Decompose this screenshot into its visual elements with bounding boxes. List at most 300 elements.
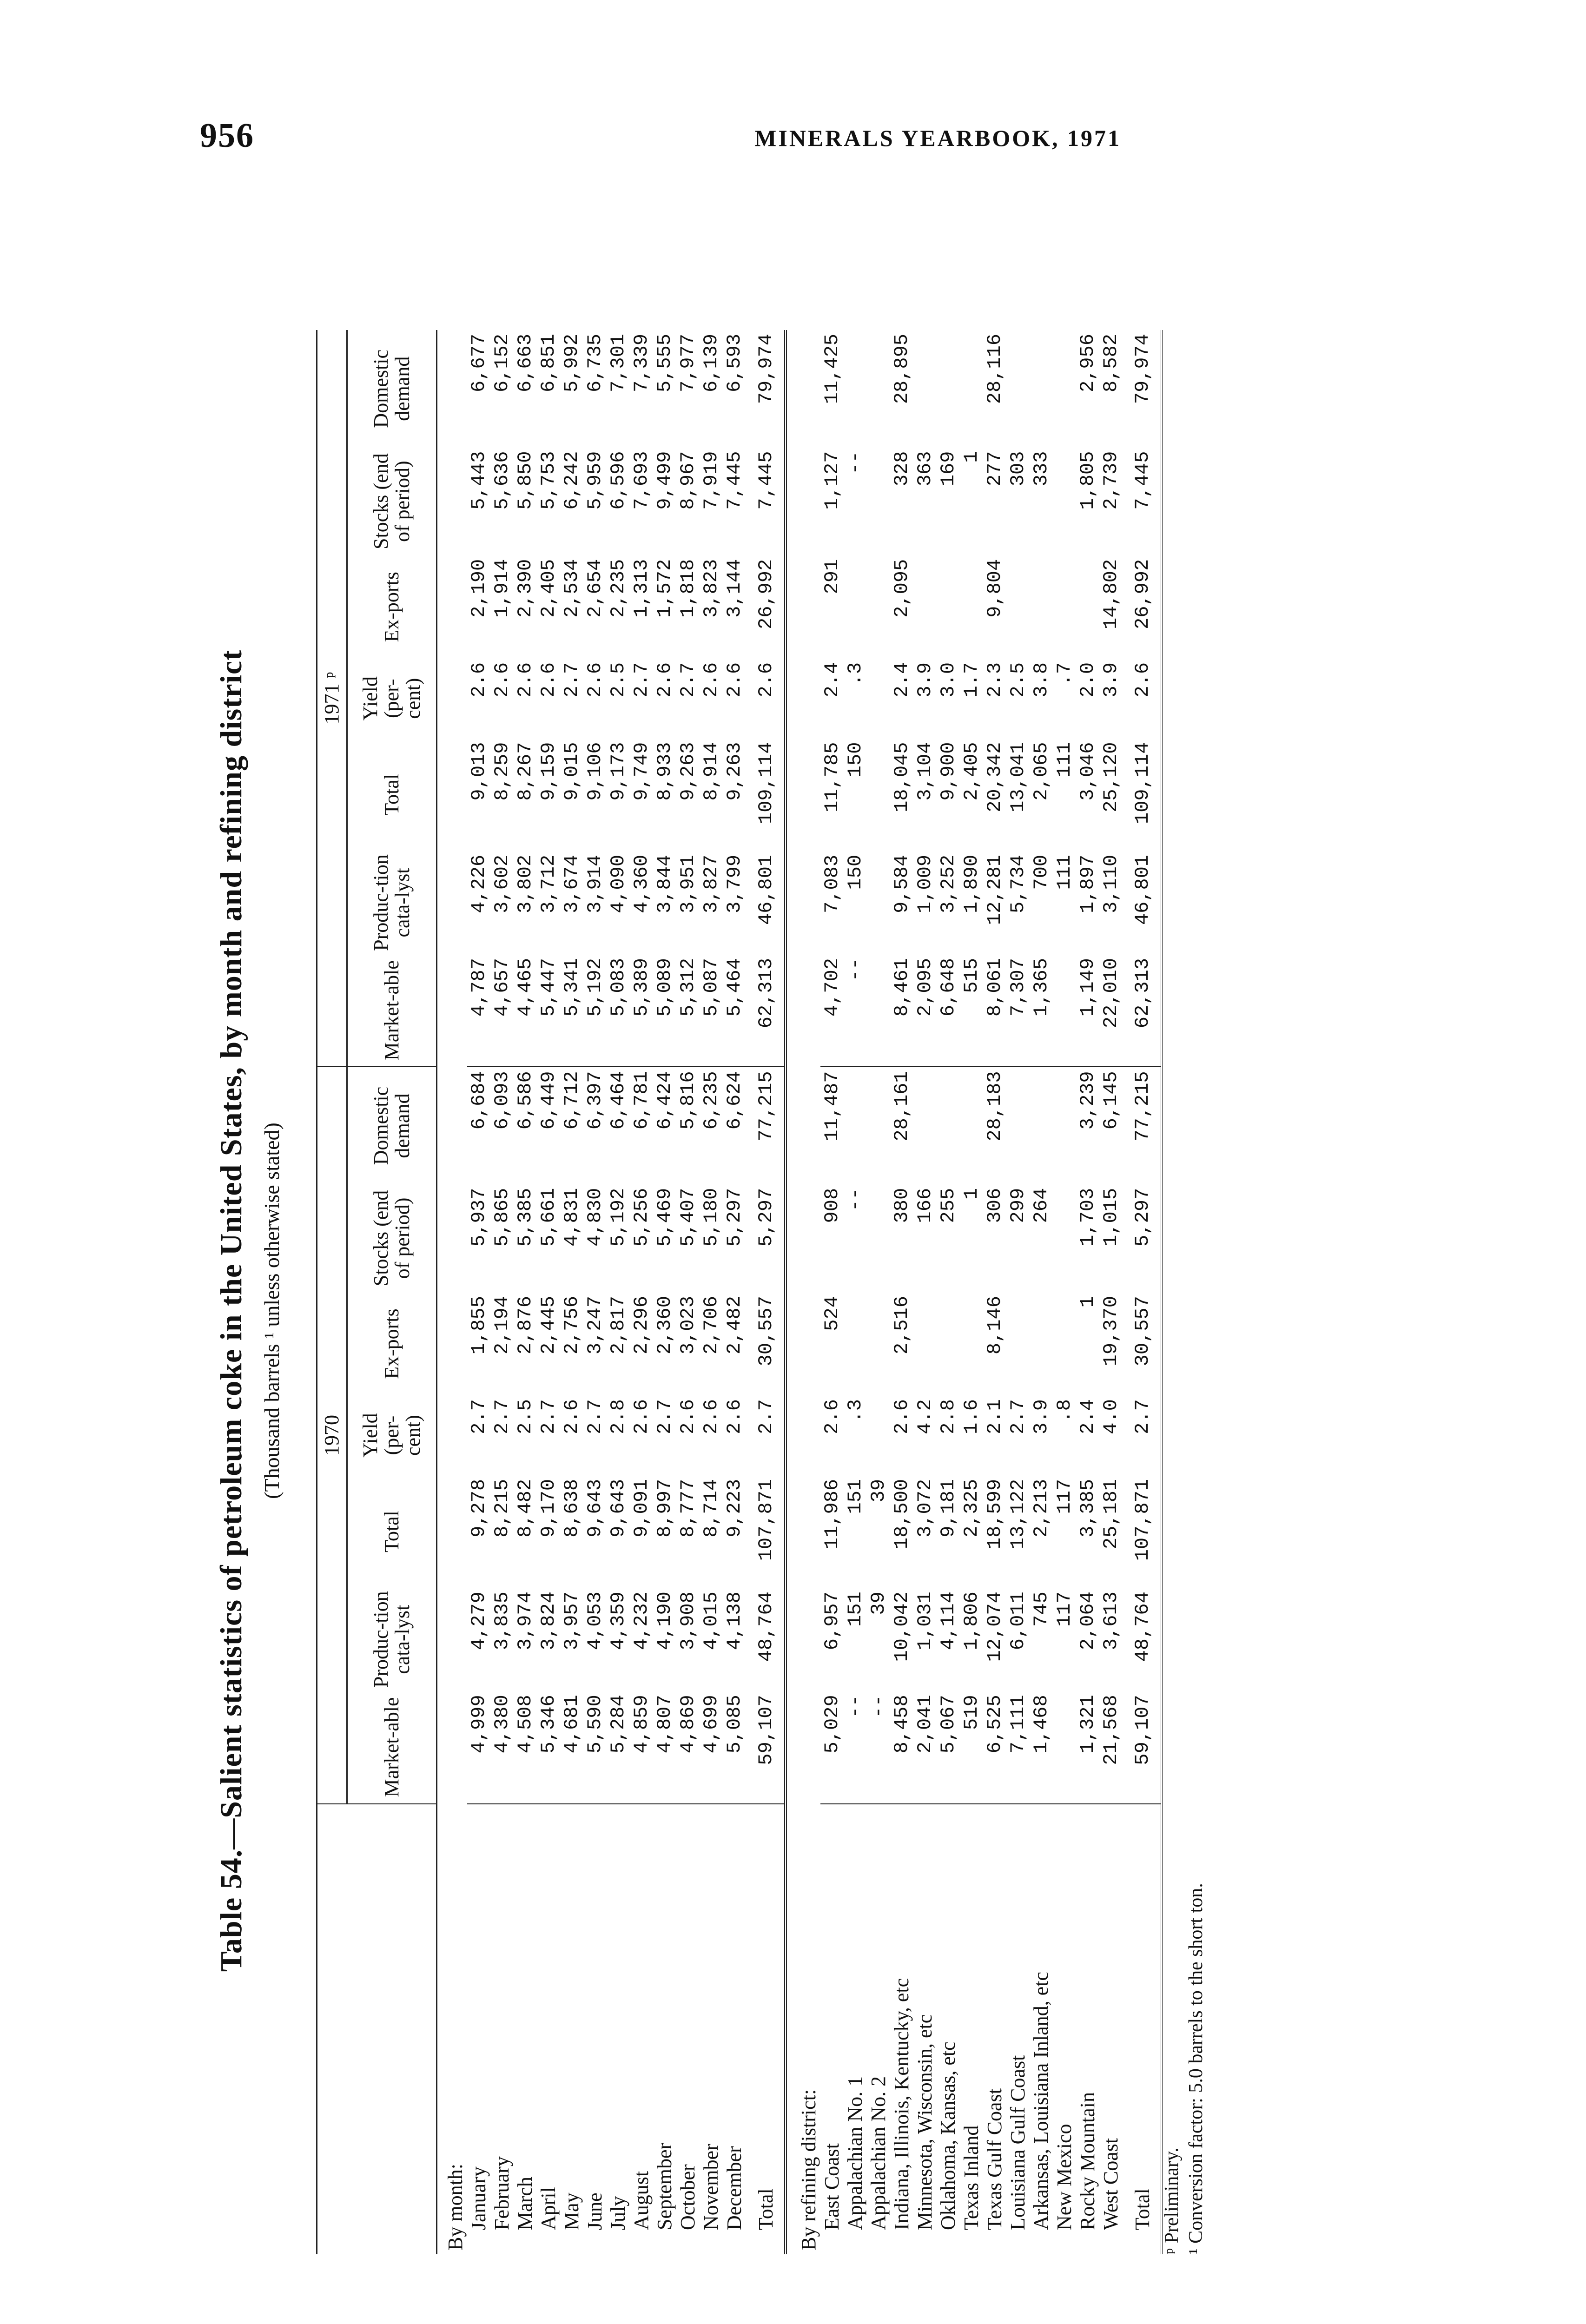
cell-y1971: 4,657 (490, 954, 514, 1067)
cell-y1971: 8,914 (700, 742, 722, 801)
cell-y1970: 9,643 (607, 1479, 629, 1538)
cell-y1971: 3.9 (1100, 662, 1122, 698)
cell-y1970: 1,031 (914, 1591, 936, 1651)
cell-y1970: 2.4 (1077, 1399, 1099, 1434)
row-label: Appalachian No. 1 (844, 2076, 866, 2230)
cell-y1971: 4,787 (467, 954, 490, 1067)
petroleum-coke-table (316, 330, 1163, 2254)
cell-y1971: 3,252 (937, 854, 959, 913)
cell-y1970: 11,487 (821, 1071, 843, 1142)
cell-y1971: 515 (960, 954, 983, 1067)
row-label: March (514, 2177, 536, 2230)
section-label: By month: (444, 2163, 467, 2251)
cell-y1971: 2,390 (514, 559, 536, 618)
cell-y1970: 12,074 (984, 1591, 1006, 1662)
cell-y1971: 2.6 (1123, 659, 1162, 739)
cell-y1970 (1030, 1067, 1053, 1184)
column-header: Stocks (end of period) (370, 453, 414, 549)
cell-y1971: 2.6 (584, 662, 606, 698)
cell-y1970: 519 (960, 1691, 983, 1803)
cell-y1970: 2,876 (514, 1296, 536, 1355)
cell-y1971: 2.5 (607, 662, 629, 698)
cell-y1971 (844, 330, 867, 448)
cell-y1971: 2.6 (755, 662, 777, 698)
cell-y1971: 2,739 (1100, 451, 1122, 510)
cell-y1971: 3,674 (561, 854, 583, 913)
table-row (723, 330, 746, 2254)
cell-y1971: 150 (844, 854, 866, 890)
cell-y1970: 2,482 (723, 1296, 746, 1355)
cell-y1971: 2.0 (1077, 662, 1099, 698)
cell-y1971: 2.7 (561, 662, 583, 698)
cell-y1971: 3,799 (723, 854, 746, 913)
cell-y1970: 5,297 (1123, 1184, 1162, 1292)
cell-y1970 (960, 1067, 983, 1184)
table-row (583, 330, 607, 2254)
cell-y1971: 2,095 (891, 559, 913, 618)
cell-y1970: 1,855 (468, 1296, 490, 1355)
cell-y1970: 264 (1030, 1188, 1052, 1223)
cell-y1970: -- (844, 1188, 866, 1212)
cell-y1971: 3,823 (700, 559, 722, 618)
cell-y1970: 9,091 (630, 1479, 653, 1538)
cell-y1971: 3,712 (537, 854, 560, 913)
cell-y1970: 5,865 (491, 1188, 513, 1247)
cell-y1970 (867, 1395, 890, 1475)
cell-y1971: .3 (844, 662, 866, 686)
cell-y1970: 9,170 (537, 1479, 560, 1538)
row-label: West Coast (1099, 2138, 1122, 2230)
cell-y1971: 2,235 (607, 559, 629, 618)
cell-y1971 (844, 555, 867, 659)
district-total-row (1123, 330, 1162, 2254)
cell-y1970: 3,835 (491, 1591, 513, 1651)
cell-y1971: 3,104 (914, 742, 936, 801)
cell-y1970: 2.7 (1007, 1399, 1029, 1434)
table-row (490, 330, 514, 2254)
cell-y1970: 4,807 (653, 1691, 676, 1803)
cell-y1970 (960, 1292, 983, 1395)
cell-y1970: 10,042 (891, 1591, 913, 1662)
cell-y1971: 3.8 (1030, 662, 1052, 698)
table-row (467, 330, 490, 2254)
cell-y1971: 6,242 (561, 451, 583, 510)
cell-y1971: 6,735 (584, 334, 606, 393)
cell-y1971 (1053, 555, 1076, 659)
cell-y1971: 2.6 (514, 662, 536, 698)
cell-y1971: 7,445 (1123, 448, 1162, 555)
table-row (844, 330, 867, 2254)
cell-y1971 (1006, 330, 1030, 448)
cell-y1970: 2.8 (607, 1399, 629, 1434)
cell-y1971: 22,010 (1099, 954, 1123, 1067)
cell-y1970: .3 (844, 1399, 866, 1423)
cell-y1970: 8,997 (654, 1479, 676, 1538)
cell-y1971: 9,804 (984, 559, 1006, 618)
cell-y1970: 2.1 (984, 1399, 1006, 1434)
cell-y1970: 3,908 (677, 1591, 699, 1651)
cell-y1971: 2.6 (700, 662, 722, 698)
cell-y1970: 9,643 (584, 1479, 606, 1538)
section-by-month (437, 330, 468, 2254)
cell-y1970: 5,590 (583, 1691, 607, 1803)
cell-y1970: 1,468 (1030, 1691, 1053, 1803)
cell-y1971: 5,083 (607, 954, 630, 1067)
row-label: October (676, 2164, 699, 2230)
cell-y1970: -- (844, 1691, 867, 1803)
cell-y1971: 3,844 (654, 854, 676, 913)
cell-y1971: 1,149 (1076, 954, 1099, 1067)
cell-y1971: 5,089 (653, 954, 676, 1067)
cell-y1971: 2.7 (677, 662, 699, 698)
row-label: New Mexico (1053, 2124, 1076, 2230)
row-label: Minnesota, Wisconsin, etc (913, 2014, 936, 2230)
cell-y1971 (1053, 330, 1076, 448)
cell-y1971: 62,313 (1123, 954, 1162, 1067)
cell-y1971: 111 (1053, 854, 1076, 890)
cell-y1970: 6,586 (514, 1071, 536, 1130)
footnote-preliminary: ᵖ Preliminary. (1161, 2147, 1183, 2254)
cell-y1970: 151 (844, 1591, 866, 1627)
cell-y1970: 3,613 (1100, 1591, 1122, 1651)
cell-y1970: 2,041 (913, 1691, 937, 1803)
cell-y1971: 4,360 (630, 854, 653, 913)
row-label: July (607, 2196, 629, 2230)
cell-y1971: 3,827 (700, 854, 722, 913)
cell-y1971 (867, 851, 890, 954)
cell-y1971: 7,693 (630, 451, 653, 510)
cell-y1970: 4,859 (630, 1691, 653, 1803)
cell-y1971: 79,974 (1123, 330, 1162, 448)
cell-y1970: 524 (821, 1296, 843, 1331)
cell-y1970 (937, 1292, 960, 1395)
row-label: Texas Inland (960, 2125, 983, 2230)
cell-y1970 (913, 1067, 937, 1184)
cell-y1970: 5,085 (723, 1691, 746, 1803)
cell-y1970: 1,806 (960, 1591, 983, 1651)
cell-y1971: 9,900 (937, 742, 959, 801)
cell-y1970: 6,093 (491, 1071, 513, 1130)
cell-y1971: 2.6 (723, 662, 746, 698)
cell-y1971: 9,499 (654, 451, 676, 510)
cell-y1971: 3,951 (677, 854, 699, 913)
cell-y1970: 6,235 (700, 1071, 722, 1130)
cell-y1970: 4,114 (937, 1591, 959, 1651)
cell-y1971: 13,041 (1007, 742, 1029, 812)
column-header: Market-able (347, 1691, 437, 1803)
row-label: East Coast (820, 2143, 843, 2230)
cell-y1971: 5,555 (654, 334, 676, 393)
cell-y1971: 7,445 (723, 451, 746, 510)
table-row (676, 330, 700, 2254)
cell-y1971: 46,801 (755, 854, 777, 925)
cell-y1971: 2.6 (654, 662, 676, 698)
table-row (537, 330, 560, 2254)
cell-y1971: 8,967 (677, 451, 699, 510)
cell-y1971: 1,313 (630, 559, 653, 618)
cell-y1970: 4,999 (467, 1691, 490, 1803)
cell-y1970: 4,380 (490, 1691, 514, 1803)
column-header: Ex-ports (380, 1308, 403, 1379)
cell-y1970: 107,871 (755, 1479, 777, 1561)
cell-y1970: 2,756 (561, 1296, 583, 1355)
cell-y1970: 59,107 (1123, 1691, 1162, 1803)
cell-y1971: 3,110 (1100, 854, 1122, 913)
row-label: Louisiana Gulf Coast (1006, 2055, 1029, 2230)
column-header: Produc-tion cata-lyst (370, 1591, 414, 1688)
cell-y1971: 1,572 (654, 559, 676, 618)
page-number: 956 (200, 117, 254, 155)
cell-y1971 (867, 659, 890, 739)
cell-y1970: 5,816 (677, 1071, 699, 1130)
cell-y1971: 9,013 (468, 742, 490, 801)
cell-y1970: 1.6 (960, 1399, 983, 1434)
footnote-conversion: ¹ Conversion factor: 5.0 barrels to the short ton. (1185, 1883, 1207, 2254)
cell-y1971: 5,959 (584, 451, 606, 510)
cell-y1970: 48,764 (755, 1591, 777, 1662)
cell-y1971: 9,263 (723, 742, 746, 801)
table-row (1076, 330, 1099, 2254)
cell-y1971: 7,339 (630, 334, 653, 393)
cell-y1971: 2.4 (821, 662, 843, 698)
cell-y1971: 277 (984, 451, 1006, 487)
cell-y1971 (867, 954, 890, 1067)
row-label: Appalachian No. 2 (867, 2076, 890, 2230)
cell-y1970: 6,397 (584, 1071, 606, 1130)
cell-y1971: 5,850 (514, 451, 536, 510)
cell-y1970: 28,183 (984, 1071, 1006, 1142)
cell-y1971: 7,301 (607, 334, 629, 393)
cell-y1970: 6,449 (537, 1071, 560, 1130)
cell-y1971: 7,919 (700, 451, 722, 510)
cell-y1970: 4.0 (1100, 1399, 1122, 1434)
cell-y1971: 3.9 (914, 662, 936, 698)
cell-y1971: 2.3 (984, 662, 1006, 698)
cell-y1971: 6,663 (514, 334, 536, 393)
cell-y1970: -- (867, 1691, 890, 1803)
cell-y1970: 4,053 (584, 1591, 606, 1651)
row-label: November (700, 2144, 722, 2230)
cell-y1970: 3,824 (537, 1591, 560, 1651)
table-row (630, 330, 653, 2254)
cell-y1971: 333 (1030, 451, 1052, 487)
cell-y1971: 5,341 (560, 954, 583, 1067)
cell-y1970: 2.7 (584, 1399, 606, 1434)
cell-y1970: 5,067 (937, 1691, 960, 1803)
cell-y1970: 5,346 (537, 1691, 560, 1803)
cell-y1970: 5,297 (755, 1188, 777, 1247)
cell-y1970: 2.5 (514, 1399, 536, 1434)
cell-y1971: 8,267 (514, 742, 536, 801)
cell-y1971 (1030, 555, 1053, 659)
cell-y1971 (960, 330, 983, 448)
cell-y1971: 2,405 (537, 559, 560, 618)
cell-y1971: 9,106 (584, 742, 606, 801)
cell-y1970: 6,525 (983, 1691, 1006, 1803)
cell-y1971: 111 (1053, 742, 1076, 778)
cell-y1971: 1,897 (1077, 854, 1099, 913)
cell-y1970: 6,011 (1007, 1591, 1029, 1651)
cell-y1970: 2.6 (821, 1399, 843, 1434)
cell-y1970: 2.6 (700, 1399, 722, 1434)
cell-y1970: 4,508 (514, 1691, 537, 1803)
cell-y1971: 7,977 (677, 334, 699, 393)
cell-y1971: 291 (821, 559, 843, 594)
cell-y1970: 4,359 (607, 1591, 629, 1651)
cell-y1970: 19,370 (1100, 1296, 1122, 1367)
table-row (820, 330, 844, 2254)
cell-y1971: 20,342 (984, 742, 1006, 812)
footnotes (1160, 1883, 1208, 2254)
cell-y1970: 2,516 (891, 1296, 913, 1355)
cell-y1970: 9,223 (723, 1479, 746, 1538)
cell-y1971: 5,636 (491, 451, 513, 510)
cell-y1970: 28,161 (891, 1071, 913, 1142)
cell-y1971: 8,259 (491, 742, 513, 801)
cell-y1971: 5,389 (630, 954, 653, 1067)
cell-y1970: 2,360 (654, 1296, 676, 1355)
cell-y1970: 2.6 (561, 1399, 583, 1434)
stub-header (317, 1804, 437, 2254)
cell-y1970: 5,469 (654, 1188, 676, 1247)
year-header-1970: 1970 (317, 1067, 347, 1803)
cell-y1970: 77,215 (755, 1071, 777, 1142)
table-subtitle: (Thousand barrels ¹ unless otherwise stated) (260, 1122, 284, 1499)
cell-y1971: 9,263 (677, 742, 699, 801)
cell-y1971: 62,313 (746, 954, 786, 1067)
cell-y1971: 12,281 (984, 854, 1006, 925)
cell-y1971: 9,749 (630, 742, 653, 801)
cell-y1970: 6,464 (607, 1071, 629, 1130)
cell-y1971: 5,312 (676, 954, 700, 1067)
cell-y1971: 169 (937, 451, 959, 487)
cell-y1971 (867, 330, 890, 448)
cell-y1970: 2,296 (630, 1296, 653, 1355)
cell-y1971: 2,095 (913, 954, 937, 1067)
cell-y1970 (844, 1292, 867, 1395)
cell-y1971 (867, 555, 890, 659)
cell-y1971: 328 (891, 451, 913, 487)
cell-y1970: 3,957 (561, 1591, 583, 1651)
column-header: Produc-tion cata-lyst (370, 854, 414, 951)
cell-y1970: 2,445 (537, 1296, 560, 1355)
total-row (746, 330, 786, 2254)
cell-y1970: 3,385 (1077, 1479, 1099, 1538)
table-row (1030, 330, 1053, 2254)
cell-y1970: 380 (891, 1188, 913, 1223)
cell-y1970: 4,232 (630, 1591, 653, 1651)
cell-y1970: 39 (867, 1479, 890, 1503)
cell-y1970: 4,831 (561, 1188, 583, 1247)
cell-y1970: 5,180 (700, 1188, 722, 1247)
running-head: MINERALS YEARBOOK, 1971 (754, 125, 1121, 151)
table-row (983, 330, 1006, 2254)
table-body (437, 330, 1162, 2254)
cell-y1970 (1006, 1067, 1030, 1184)
cell-y1970: 77,215 (1123, 1067, 1162, 1184)
cell-y1970 (867, 1292, 890, 1395)
section-divider (786, 330, 791, 2254)
cell-y1971: 2,956 (1077, 334, 1099, 393)
cell-y1970: 6,624 (723, 1071, 746, 1130)
cell-y1970: 4,138 (723, 1591, 746, 1651)
cell-y1970: 1 (960, 1188, 983, 1200)
cell-y1970 (844, 1067, 867, 1184)
cell-y1970: 13,122 (1007, 1479, 1029, 1550)
cell-y1970: 166 (914, 1188, 936, 1223)
cell-y1971: 2.4 (891, 662, 913, 698)
cell-y1970: 2,194 (491, 1296, 513, 1355)
cell-y1970 (1053, 1292, 1076, 1395)
row-label: Rocky Mountain (1076, 2092, 1099, 2230)
cell-y1970 (1030, 1292, 1053, 1395)
cell-y1970 (867, 1184, 890, 1292)
cell-y1970: 5,256 (630, 1188, 653, 1247)
cell-y1970: 3.9 (1030, 1399, 1052, 1434)
cell-y1971: 4,702 (820, 954, 844, 1067)
cell-y1970 (937, 1067, 960, 1184)
cell-y1971: 3.0 (937, 662, 959, 698)
cell-y1971: 8,461 (890, 954, 913, 1067)
cell-y1970: 21,568 (1099, 1691, 1123, 1803)
cell-y1971: 1,890 (960, 854, 983, 913)
cell-y1971 (1006, 555, 1030, 659)
cell-y1971: 1,009 (914, 854, 936, 913)
cell-y1970: 2.6 (630, 1399, 653, 1434)
cell-y1971: 2,190 (468, 559, 490, 618)
table-row (1006, 330, 1030, 2254)
cell-y1970: 5,937 (468, 1188, 490, 1247)
cell-y1970: 151 (844, 1479, 866, 1514)
cell-y1971: 25,120 (1100, 742, 1122, 812)
cell-y1970: 6,712 (561, 1071, 583, 1130)
column-header: Domestic demand (370, 1086, 414, 1165)
cell-y1971: 9,584 (891, 854, 913, 913)
table-header (317, 330, 437, 2254)
section-label: By refining district: (797, 2089, 820, 2251)
cell-y1971: 1,914 (491, 559, 513, 618)
cell-y1970: 25,181 (1100, 1479, 1122, 1550)
cell-y1970: 3,974 (514, 1591, 536, 1651)
table-row (960, 330, 983, 2254)
cell-y1971: 18,045 (891, 742, 913, 812)
cell-y1971: 4,090 (607, 854, 629, 913)
cell-y1971: 3,802 (514, 854, 536, 913)
cell-y1970: 4,015 (700, 1591, 722, 1651)
cell-y1971: 1,818 (677, 559, 699, 618)
cell-y1970: 3,023 (677, 1296, 699, 1355)
column-header: Total (380, 773, 403, 816)
cell-y1970: 1,015 (1100, 1188, 1122, 1247)
cell-y1971: 28,895 (891, 334, 913, 404)
cell-y1971 (1076, 555, 1099, 659)
cell-y1971: 2.6 (537, 662, 560, 698)
cell-y1970: 6,957 (821, 1591, 843, 1651)
cell-y1971 (913, 330, 937, 448)
column-header: Domestic demand (370, 349, 414, 428)
table-row (937, 330, 960, 2254)
cell-y1971: 11,425 (821, 334, 843, 404)
cell-y1970: 3,239 (1077, 1071, 1099, 1130)
row-label: May (560, 2192, 583, 2230)
cell-y1970: 18,599 (984, 1479, 1006, 1550)
cell-y1971: -- (844, 451, 866, 475)
cell-y1971: 26,992 (1123, 555, 1162, 659)
cell-y1971: 7,307 (1006, 954, 1030, 1067)
cell-y1970 (1053, 1691, 1076, 1803)
cell-y1970: 1,703 (1077, 1188, 1099, 1247)
cell-y1970: 117 (1053, 1479, 1076, 1514)
